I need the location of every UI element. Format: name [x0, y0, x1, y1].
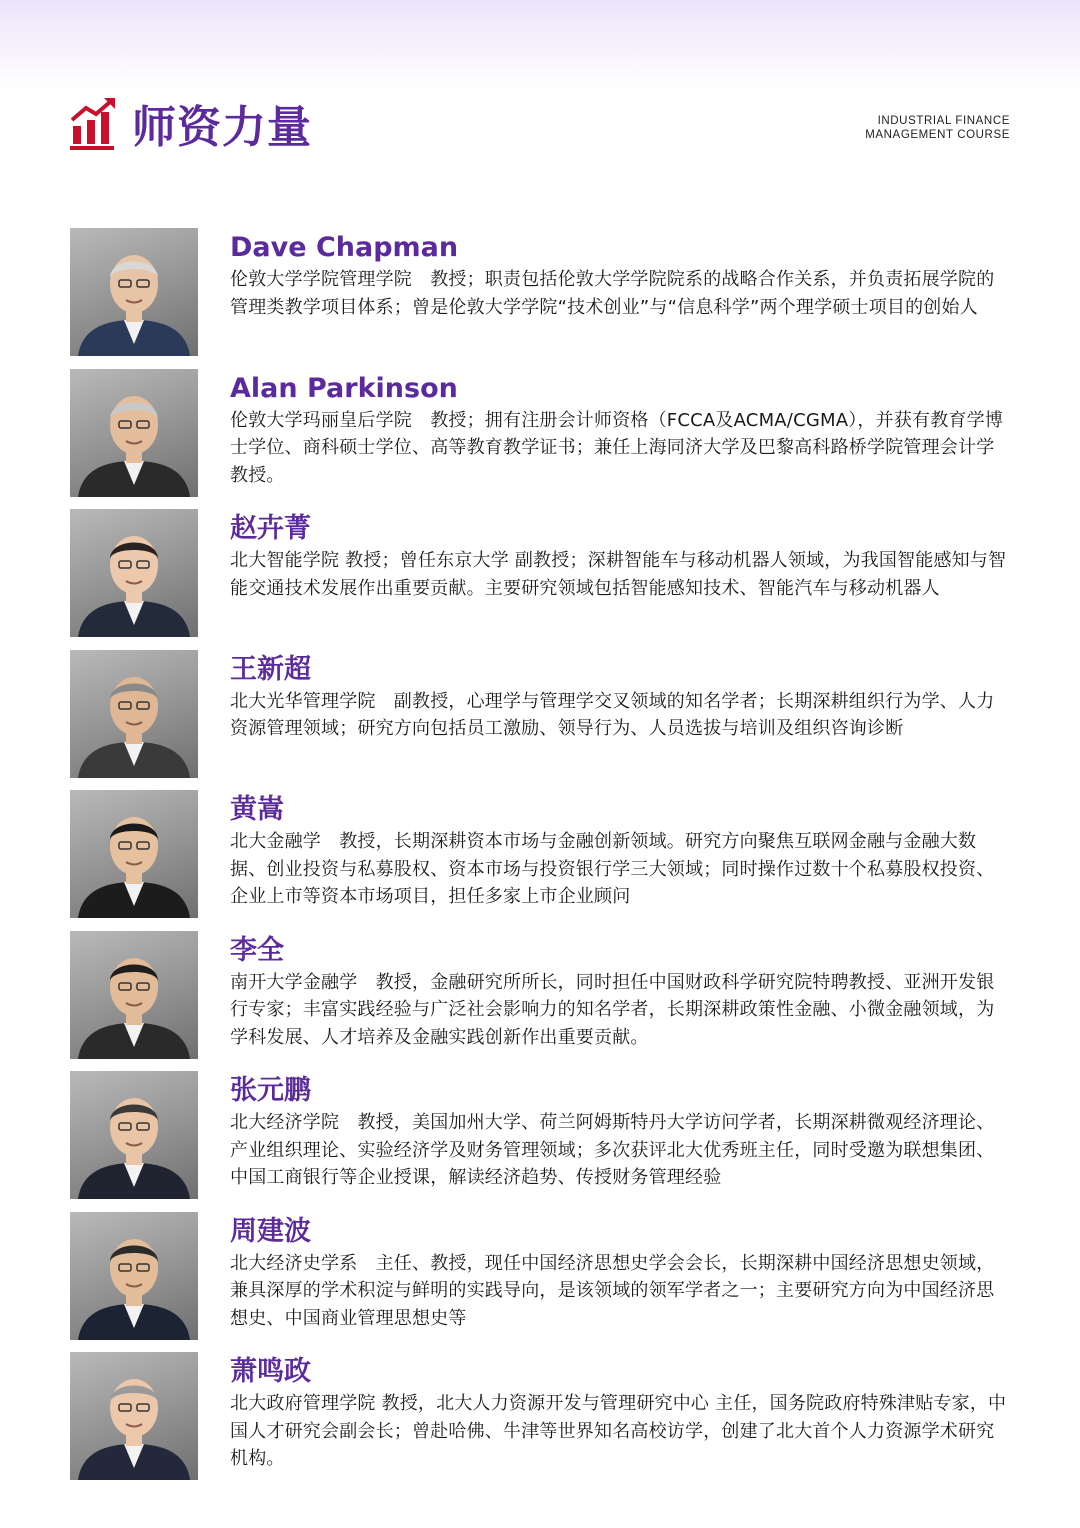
portrait-photo [70, 1352, 198, 1480]
portrait-photo [70, 1212, 198, 1340]
faculty-description: 北大光华管理学院 副教授，心理学与管理学交叉领域的知名学者；长期深耕组织行为学、人力资源管理领域；研究方向包括员工激励、领导行为、人员选拔与培训及组织咨询诊断 [230, 690, 995, 739]
faculty-member [70, 509, 1010, 650]
faculty-member [70, 1212, 1010, 1353]
faculty-member [70, 790, 1010, 931]
faculty-description: 北大经济学院 教授，美国加州大学、荷兰阿姆斯特丹大学访问学者，长期深耕微观经济理论、产业组织理论、实验经济学及财务管理领域；多次获评北大优秀班主任，同时受邀为联想集团、中国工商银行等企业授课，解读经济趋势、传授财务管理经验 [230, 1112, 995, 1188]
faculty-name: 赵卉菁 [230, 513, 311, 544]
page-header [70, 92, 1010, 162]
portrait-photo [70, 931, 198, 1059]
faculty-info [230, 511, 1010, 602]
faculty-description: 北大智能学院 教授；曾任东京大学 副教授；深耕智能车与移动机器人领域，为我国智能感知与智能交通技术发展作出重要贡献。主要研究领域包括智能感知技术、智能汽车与移动机器人 [230, 550, 1007, 599]
faculty-info [230, 652, 1010, 743]
faculty-info [230, 230, 1010, 321]
faculty-description: 伦敦大学玛丽皇后学院 教授；拥有注册会计师资格（FCCA及ACMA/CGMA），并获有教育学博士学位、商科硕士学位、高等教育教学证书；兼任上海同济大学及巴黎高科路桥学院管理会计学教授。 [230, 409, 1004, 486]
faculty-info [230, 933, 1010, 1052]
faculty-member [70, 369, 1010, 510]
faculty-member [70, 650, 1010, 791]
faculty-member [70, 931, 1010, 1072]
faculty-list [70, 228, 1010, 1493]
portrait-photo [70, 1071, 198, 1199]
course-label-line1: INDUSTRIAL FINANCE [877, 115, 1010, 127]
faculty-info [230, 371, 1010, 490]
faculty-name: 萧鸣政 [230, 1356, 311, 1387]
portrait-photo [70, 650, 198, 778]
faculty-name: 张元鹏 [230, 1075, 311, 1106]
faculty-name: 周建波 [230, 1215, 311, 1247]
faculty-name: 黄嵩 [230, 794, 284, 825]
portrait-photo [70, 790, 198, 918]
faculty-description: 伦敦大学学院管理学院 教授；职责包括伦敦大学学院院系的战略合作关系，并负责拓展学院的管理类教学项目体系；曾是伦敦大学学院“技术创业”与“信息科学”两个理学硕士项目的创始人 [230, 269, 995, 318]
faculty-member [70, 1352, 1010, 1493]
faculty-name: 李全 [230, 934, 284, 966]
portrait-photo [70, 509, 198, 637]
course-label [865, 114, 1010, 142]
faculty-name: 王新超 [230, 653, 311, 685]
faculty-description: 北大政府管理学院 教授，北大人力资源开发与管理研究中心 主任，国务院政府特殊津贴专家，中国人才研究会副会长；曾赴哈佛、牛津等世界知名高校访学，创建了北大首个人力资源学术研究机构。 [230, 1393, 1007, 1469]
portrait-photo [70, 369, 198, 497]
faculty-name: Alan Parkinson [230, 372, 458, 404]
bar-chart-arrow-icon [70, 96, 118, 152]
faculty-info [230, 1354, 1010, 1473]
course-label-line2: MANAGEMENT COURSE [865, 129, 1010, 141]
faculty-member [70, 1071, 1010, 1212]
faculty-info [230, 1073, 1010, 1192]
top-gradient-band [0, 0, 1080, 90]
faculty-member [70, 228, 1010, 369]
faculty-info [230, 1214, 1010, 1333]
faculty-description: 南开大学金融学 教授，金融研究所所长，同时担任中国财政科学研究院特聘教授、亚洲开发银行专家；丰富实践经验与广泛社会影响力的知名学者，长期深耕政策性金融、小微金融领域，为学科发展、人才培养及金融实践创新作出重要贡献。 [230, 971, 995, 1048]
portrait-photo [70, 228, 198, 356]
page-title: 师资力量 [132, 102, 312, 153]
faculty-description: 北大金融学 教授，长期深耕资本市场与金融创新领域。研究方向聚焦互联网金融与金融大数据、创业投资与私募股权、资本市场与投资银行学三大领域；同时操作过数十个私募股权投资、企业上市等资本市场项目，担任多家上市企业顾问 [230, 831, 995, 907]
faculty-name: Dave Chapman [230, 232, 459, 263]
faculty-info [230, 792, 1010, 911]
faculty-description: 北大经济史学系 主任、教授，现任中国经济思想史学会会长，长期深耕中国经济思想史领域，兼具深厚的学术积淀与鲜明的实践导向，是该领域的领军学者之一；主要研究方向为中国经济思想史、中国商业管理思想史等 [230, 1252, 995, 1329]
